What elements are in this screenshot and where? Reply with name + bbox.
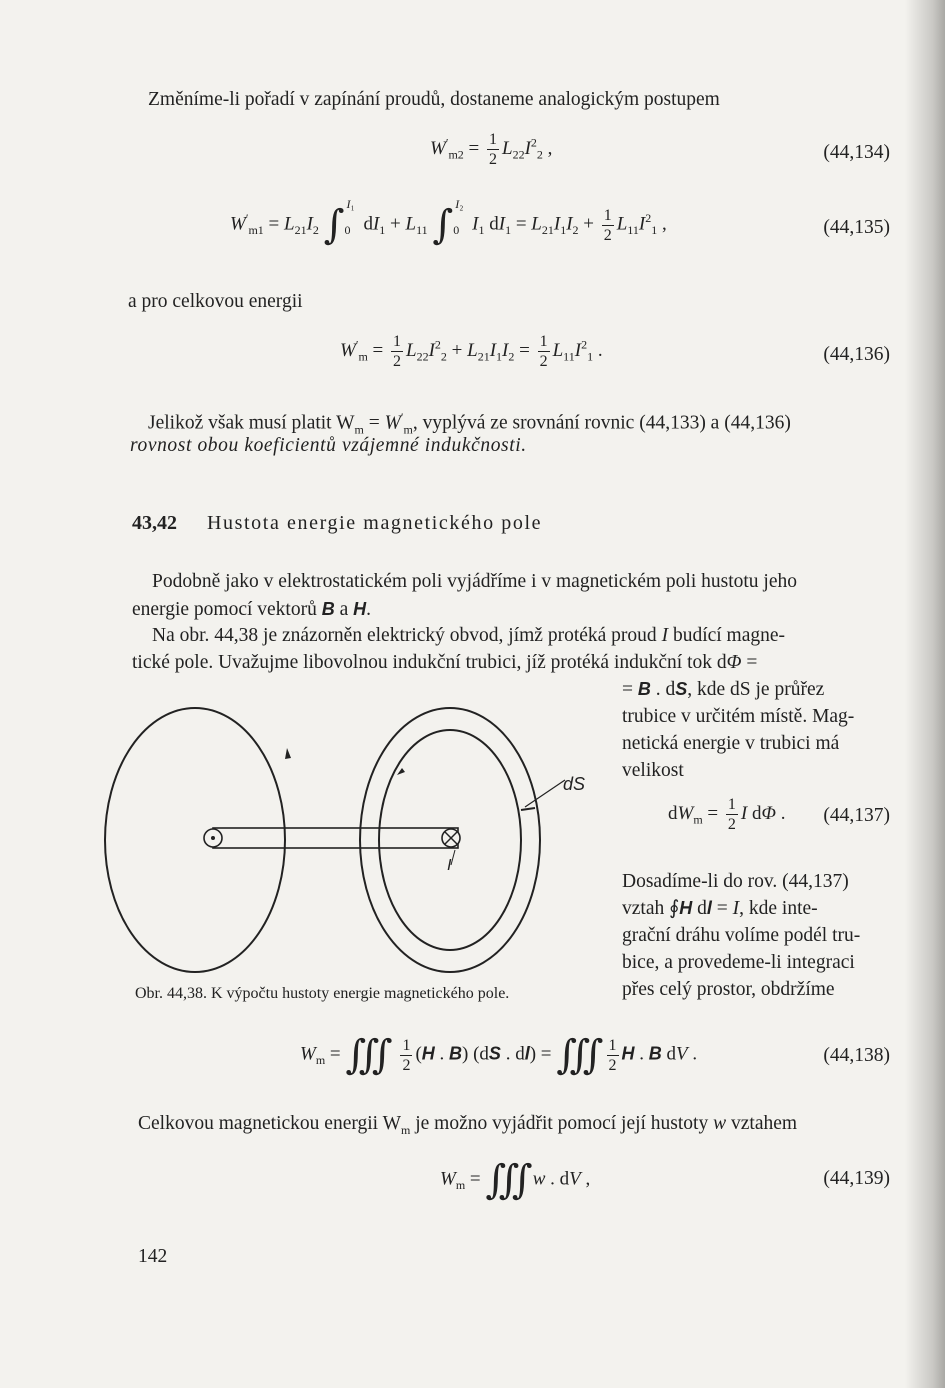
- paragraph-conclusion-italic: rovnost obou koeficientů vzájemné indukčnosti.: [130, 435, 527, 456]
- label-leader-line: [451, 850, 455, 865]
- current-out-dot: [211, 836, 215, 840]
- figure-caption: Obr. 44,38. K výpočtu hustoty energie magnetického pole.: [135, 985, 510, 1002]
- equation-number: (44,134): [823, 142, 890, 163]
- paragraph-tube-line1: trubice v určitém místě. Mag-: [622, 706, 855, 727]
- cross-section-line: [521, 808, 535, 810]
- page-number: 142: [138, 1246, 168, 1267]
- section-number: 43,42: [132, 512, 177, 534]
- paragraph-analogy: Podobně jako v elektrostatickém poli vyjádříme i v magnetickém poli hustotu jeho: [152, 571, 797, 592]
- paragraph-intro: Změníme-li pořadí v zapínání proudů, dostaneme analogickým postupem: [148, 89, 720, 110]
- direction-arrow-icon: [285, 748, 291, 759]
- paragraph-total-energy: a pro celkovou energii: [128, 291, 303, 312]
- paragraph-substitute-line4: bice, a provedeme-li integraci: [622, 952, 855, 973]
- direction-arrow-icon: [397, 768, 405, 775]
- label-ds: dS: [563, 774, 586, 794]
- paragraph-substitute-line2: vztah ∮H dl = I, kde inte-: [622, 898, 818, 919]
- equation-44-139: $W_m$ = ∭w . dV ,: [440, 1157, 591, 1203]
- equation-44-136: $W'_m$ = $\frac{1}{2}$ $L_{22}I^2_2 + L_{21}I_1I_2$ = $\frac{1}{2}$ $L_{11}I^2_1$ .: [340, 333, 603, 370]
- equation-44-134: $W'_{m2}$ = $\frac{1}{2}$ $L_{22}I^2_2$ ,: [430, 131, 553, 168]
- equation-number: (44,139): [823, 1168, 890, 1189]
- paragraph-tube-line3: velikost: [622, 760, 684, 781]
- equation-number: (44,136): [823, 344, 890, 365]
- equation-44-135: $W'_{m1} = L_{21}I_2$ $\int_0^{I_1}$ $dI_1 + L_{11}$ $\int_0^{I_2}$ $I_1$ $dI_1 = L_{21}I_1I_2$ + $\frac{1}{2}$ $L_{11}I^2_1$ ,: [230, 197, 667, 248]
- paragraph-tube-line2: netická energie v trubici má: [622, 733, 840, 754]
- equation-44-137: $dW_m$ = $\frac{1}{2}$ I dΦ .: [668, 796, 786, 833]
- section-heading: [132, 512, 542, 535]
- paragraph-circuit: Na obr. 44,38 je znázorněn elektrický obvod, jímž protéká proud I budící magne-: [152, 625, 786, 646]
- section-title: Hustota energie magnetického pole: [207, 512, 543, 534]
- conductor-bar: [213, 828, 458, 848]
- equation-number: (44,135): [823, 217, 890, 238]
- label-current: I: [447, 857, 452, 874]
- page-edge-shadow: [905, 0, 945, 1388]
- paragraph-analogy-line2: energie pomocí vektorů B a H.: [132, 599, 371, 620]
- equation-44-138: $W_m$ = ∭ $\frac{1}{2}$ (H . B) (dS . dl) = ∭ $\frac{1}{2}$ H . B dV .: [300, 1032, 698, 1078]
- figure-circuit-diagram: [95, 700, 605, 980]
- equation-number: (44,137): [823, 805, 890, 826]
- circuit-loop: [105, 708, 285, 972]
- paragraph-energy-density: Celkovou magnetickou energii $W_m$ je možno vyjádřit pomocí její hustoty w vztahem: [138, 1113, 798, 1137]
- paragraph-substitute-line3: grační dráhu volíme podél tru-: [622, 925, 861, 946]
- equation-number: (44,138): [823, 1045, 890, 1066]
- paragraph-substitute-line1: Dosadíme-li do rov. (44,137): [622, 871, 849, 892]
- paragraph-flux: = B . dS, kde dS je průřez: [622, 679, 825, 700]
- paragraph-conclusion: Jelikož však musí platit $W_m = W'_m$, vyplývá ze srovnání rovnic (44,133) a (44,136): [148, 410, 791, 437]
- paragraph-circuit-line2: tické pole. Uvažujme libovolnou indukční trubici, jíž protéká indukční tok dΦ =: [132, 652, 758, 673]
- paragraph-substitute-line5: přes celý prostor, obdržíme: [622, 979, 835, 1000]
